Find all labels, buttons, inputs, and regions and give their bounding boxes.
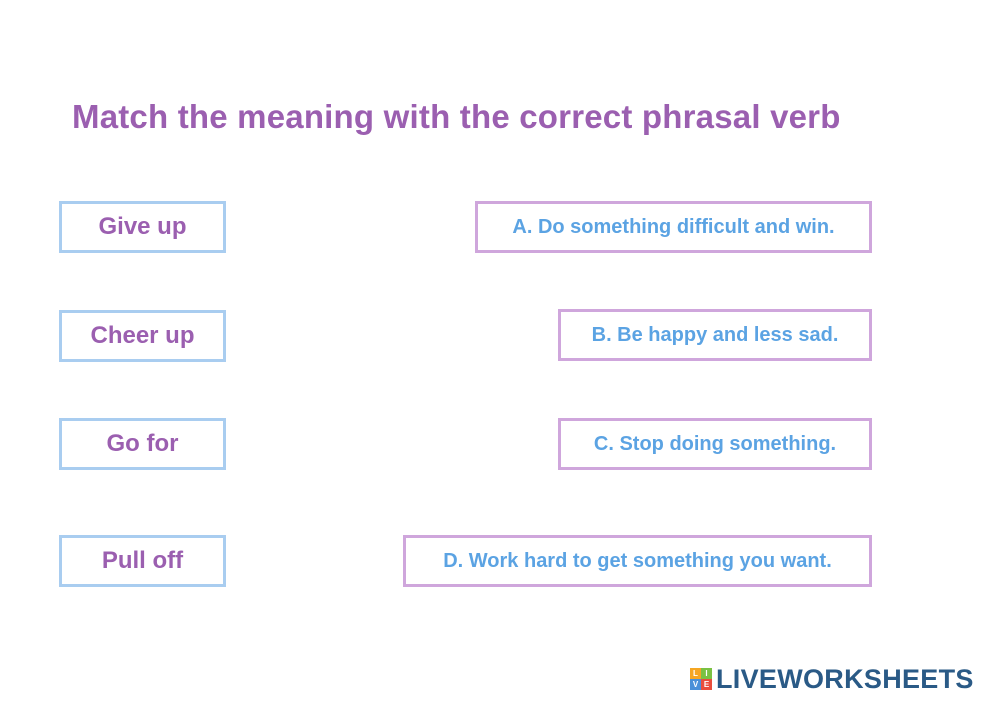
liveworksheets-logo: [690, 664, 974, 694]
verb-box-cheer-up[interactable]: Cheer up: [59, 310, 226, 362]
liveworksheets-logo-icon: L I V E: [690, 668, 712, 690]
logo-text: LIVEWORKSHEETS: [716, 663, 974, 694]
meaning-box-b[interactable]: B. Be happy and less sad.: [558, 309, 872, 361]
page-title: Match the meaning with the correct phrasal verb: [72, 98, 841, 135]
meaning-box-c[interactable]: C. Stop doing something.: [558, 418, 872, 470]
verb-box-pull-off[interactable]: Pull off: [59, 535, 226, 587]
verb-box-go-for[interactable]: Go for: [59, 418, 226, 470]
meaning-box-a[interactable]: A. Do something difficult and win.: [475, 201, 872, 253]
verb-box-give-up[interactable]: Give up: [59, 201, 226, 253]
meaning-box-d[interactable]: D. Work hard to get something you want.: [403, 535, 872, 587]
